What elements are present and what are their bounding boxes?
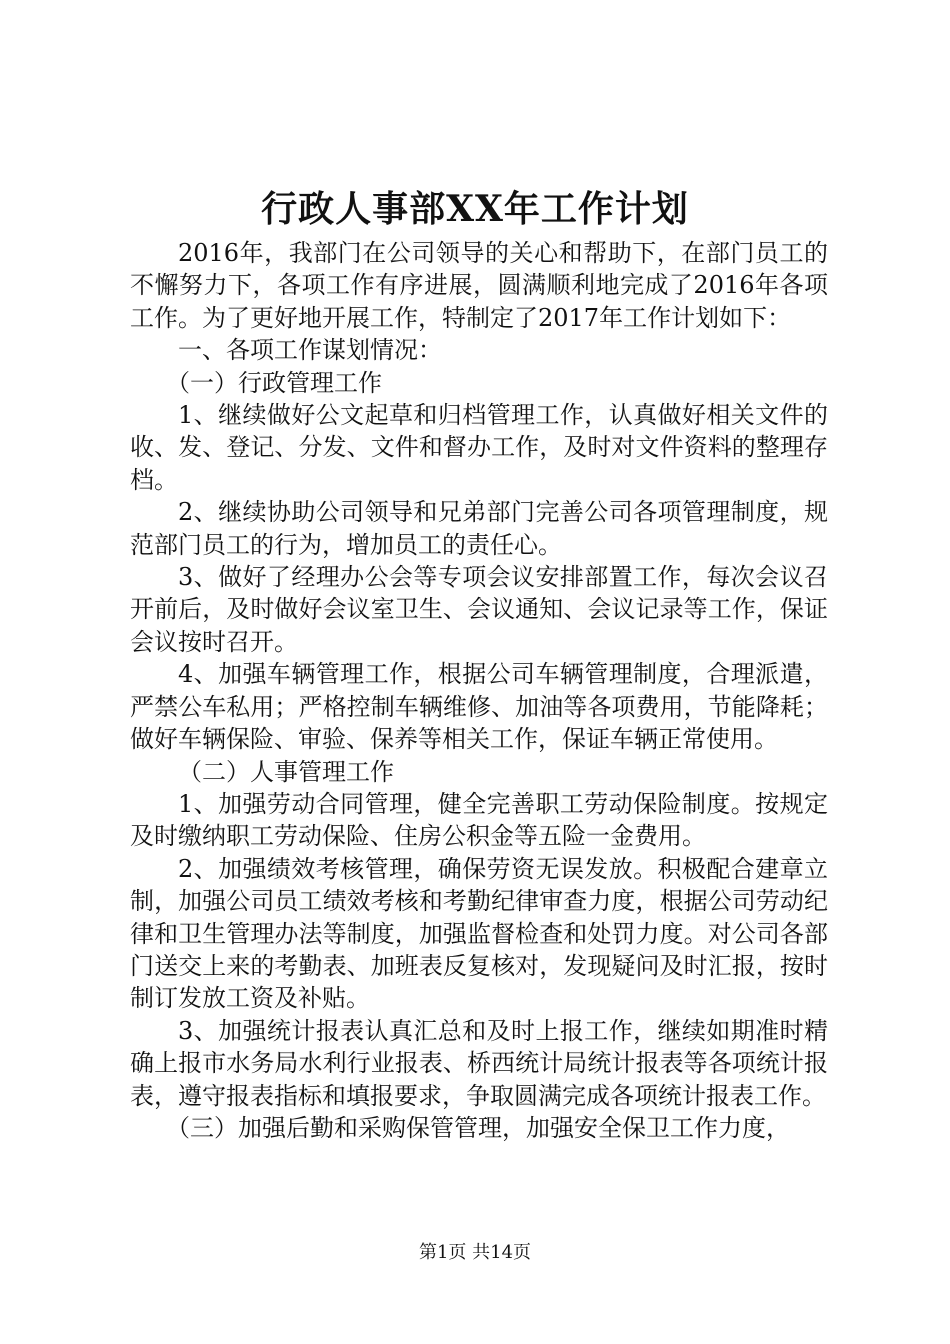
intro-paragraph: 2016年，我部门在公司领导的关心和帮助下，在部门员工的不懈努力下，各项工作有序进展，圆满顺利地完成了2016年各项工作。为了更好地开展工作，特制定了2017年工作计划如下： (130, 239, 828, 332)
document-body (130, 237, 828, 1144)
subsection-heading: （三）加强后勤和采购保管管理，加强安全保卫工作力度， (166, 1113, 790, 1142)
list-item: 2、继续协助公司领导和兄弟部门完善公司各项管理制度，规范部门员工的行为，增加员工的责任心。 (130, 498, 828, 559)
list-item: 2、加强绩效考核管理，确保劳资无误发放。积极配合建章立制，加强公司员工绩效考核和考勤纪律审查力度，根据公司劳动纪律和卫生管理办法等制度，加强监督检查和处罚力度。对公司各部门送交上来的考勤表、加班表反复核对，发现疑问及时汇报，按时制订发放工资及补贴。 (130, 854, 828, 1013)
list-item: 3、加强统计报表认真汇总和及时上报工作，继续如期准时精确上报市水务局水利行业报表、桥西统计局统计报表等各项统计报表，遵守报表指标和填报要求，争取圆满完成各项统计报表工作。 (130, 1016, 828, 1110)
list-item: 1、加强劳动合同管理，健全完善职工劳动保险制度。按规定及时缴纳职工劳动保险、住房公积金等五险一金费用。 (130, 789, 828, 851)
section-heading: 一、各项工作谋划情况： (178, 336, 442, 365)
page-footer: 第1页 共14页 (418, 1242, 532, 1263)
document-title: 行政人事部XX年工作计划 (261, 188, 689, 230)
list-item: 1、继续做好公文起草和归档管理工作，认真做好相关文件的收、发、登记、分发、文件和督办工作，及时对文件资料的整理存档。 (130, 401, 828, 494)
list-item: 3、做好了经理办公会等专项会议安排部置工作，每次会议召开前后，及时做好会议室卫生、会议通知、会议记录等工作，保证会议按时召开。 (130, 563, 828, 656)
subsection-heading: （二）人事管理工作 (178, 757, 394, 786)
list-item: 4、加强车辆管理工作，根据公司车辆管理制度，合理派遣，严禁公车私用；严格控制车辆维修、加油等各项费用，节能降耗；做好车辆保险、审验、保养等相关工作，保证车辆正常使用。 (130, 660, 828, 754)
subsection-heading: （一）行政管理工作 (166, 368, 382, 397)
